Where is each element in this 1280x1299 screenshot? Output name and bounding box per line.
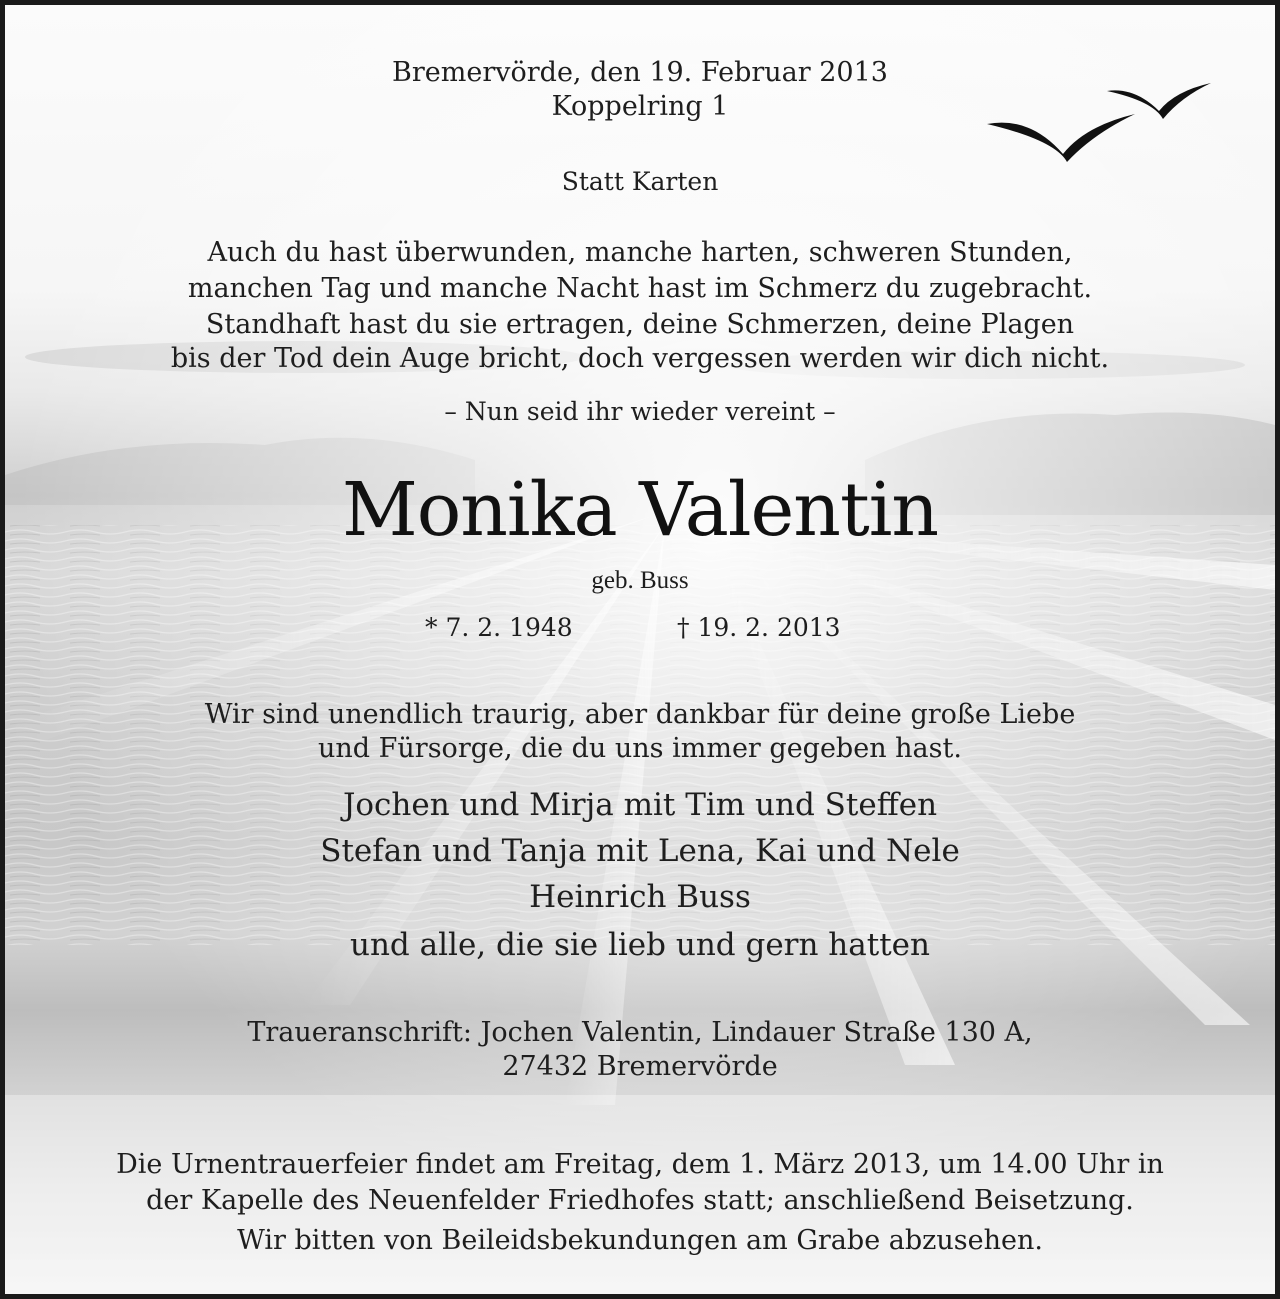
reunited-line: – Nun seid ihr wieder vereint –	[444, 397, 836, 426]
sea-sunrays-background	[5, 5, 1275, 1294]
mourner-line: Stefan und Tanja mit Lena, Kai und Nele	[320, 833, 960, 869]
mourning-address-line: Traueranschrift: Jochen Valentin, Lindauer Straße 130 A,	[247, 1017, 1033, 1048]
mourner-line: und alle, die sie lieb und gern hatten	[350, 927, 930, 963]
ceremony-line: Wir bitten von Beileidsbekundungen am Grabe abzusehen.	[237, 1225, 1043, 1256]
street-address: Koppelring 1	[551, 91, 729, 122]
gratitude-line: und Fürsorge, die du uns immer gegeben hast.	[318, 733, 962, 764]
poem-line: Standhaft hast du sie ertragen, deine Schmerzen, deine Plagen	[205, 309, 1075, 340]
mourning-address-line: 27432 Bremervörde	[502, 1051, 778, 1082]
mourner-line: Heinrich Buss	[529, 879, 751, 915]
poem-line: Auch du hast überwunden, manche harten, schweren Stunden,	[207, 237, 1073, 268]
mourner-line: Jochen und Mirja mit Tim und Steffen	[342, 787, 938, 823]
poem-line: bis der Tod dein Auge bricht, doch vergessen werden wir dich nicht.	[170, 343, 1110, 374]
statt-karten: Statt Karten	[561, 167, 719, 196]
ceremony-line: Die Urnentrauerfeier findet am Freitag, dem 1. März 2013, um 14.00 Uhr in	[116, 1149, 1164, 1180]
maiden-name: geb. Buss	[591, 567, 689, 594]
death-date: † 19. 2. 2013	[677, 613, 841, 642]
ceremony-line: der Kapelle des Neuenfelder Friedhofes statt; anschließend Beisetzung.	[146, 1185, 1134, 1216]
gratitude-line: Wir sind unendlich traurig, aber dankbar für deine große Liebe	[204, 699, 1076, 730]
birth-date: * 7. 2. 1948	[425, 613, 573, 642]
poem-line: manchen Tag und manche Nacht hast im Schmerz du zugebracht.	[187, 273, 1093, 304]
deceased-name: Monika Valentin	[341, 467, 939, 553]
place-date: Bremervörde, den 19. Februar 2013	[392, 57, 888, 88]
